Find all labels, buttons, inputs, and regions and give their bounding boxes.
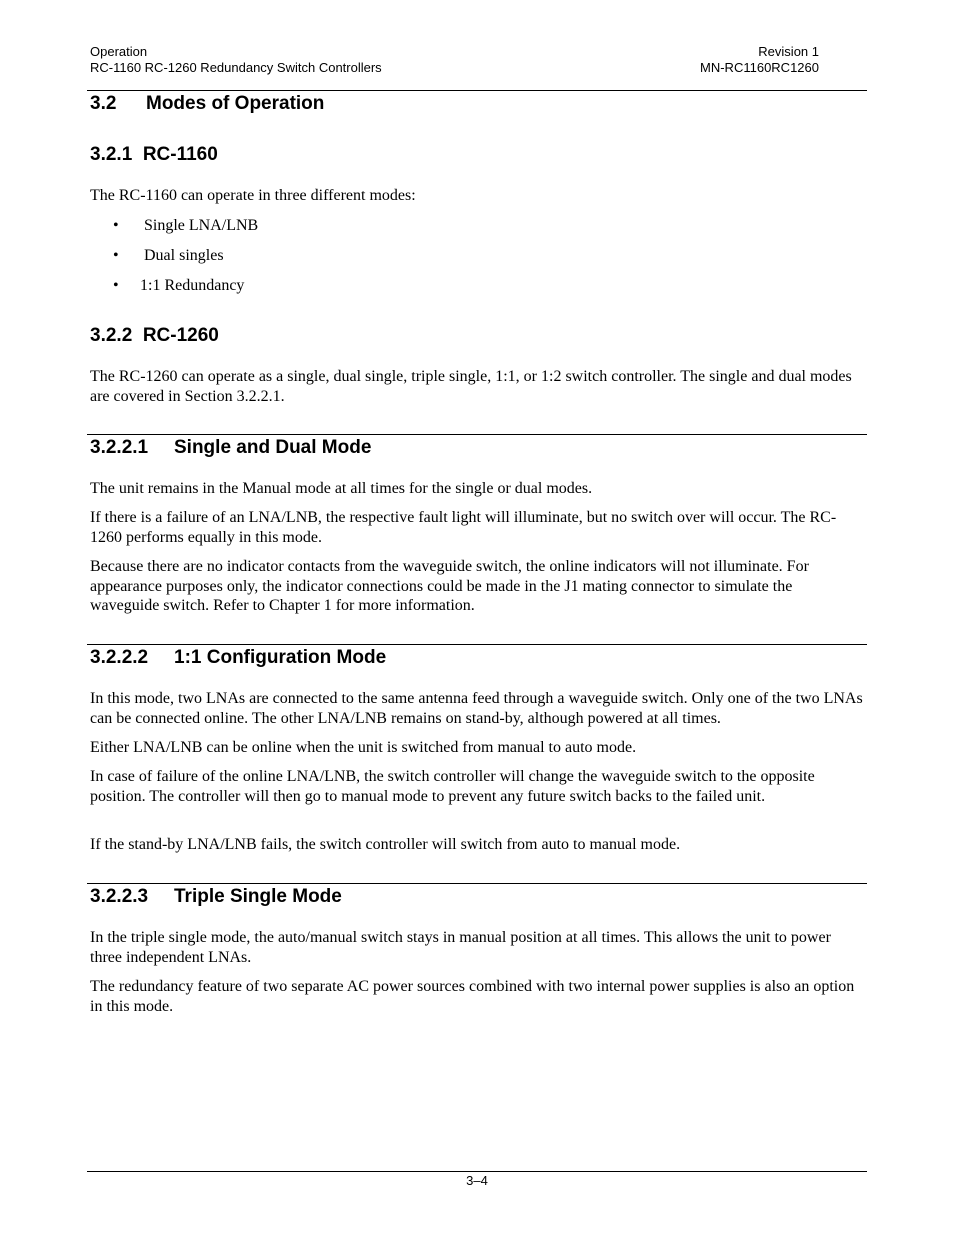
section-title: RC-1160: [142, 144, 218, 165]
paragraph: If there is a failure of an LNA/LNB, the respective fault light will illuminate, but no switch over will occur. The RC-1260 performs equally in this mode.: [90, 509, 837, 546]
section-number: 3.2.2.2: [90, 647, 149, 668]
paragraph: In case of failure of the online LNA/LNB, the switch controller will change the waveguide switch to the opposite position. The controller will then go to manual mode to prevent any future switch backs to the failed unit.: [90, 768, 815, 805]
list-item-text: Single LNA/LNB: [144, 217, 259, 234]
list-item-text: Dual singles: [144, 247, 224, 264]
section-heading-3-2: [90, 93, 324, 115]
page-number: 3–4: [466, 1173, 488, 1188]
section-rule: [87, 434, 867, 435]
section-heading-3-2-1: [90, 144, 218, 166]
section-title: Triple Single Mode: [174, 886, 342, 907]
section-number: 3.2.2.3: [90, 886, 149, 907]
header-right: [700, 44, 819, 76]
mode-list: [113, 216, 813, 306]
list-item-text: 1:1 Redundancy: [140, 277, 245, 294]
list-item: [113, 216, 813, 246]
section-heading-3-2-2-1: [90, 437, 371, 459]
footer-rule: [87, 1171, 867, 1172]
header-rule: [87, 90, 867, 91]
bullet-icon: •: [113, 277, 119, 294]
section-title: Single and Dual Mode: [174, 437, 372, 458]
paragraph: Either LNA/LNB can be online when the unit is switched from manual to auto mode.: [90, 739, 637, 756]
paragraph: In this mode, two LNAs are connected to the same antenna feed through a waveguide switch. Only one of the two LNAs can be connected online. The other LNA/LNB remains on stand-by, although powered at all times.: [90, 690, 863, 727]
section-heading-3-2-2-3: [90, 886, 342, 908]
section-number: 3.2.2: [90, 325, 133, 346]
paragraph: Because there are no indicator contacts from the waveguide switch, the online indicators will not illuminate. For appearance purposes only, the indicator connections could be made in the J1 mating connector to simulate the waveguide switch. Refer to Chapter 1 for more information.: [90, 558, 809, 614]
section-heading-3-2-2-2: [90, 647, 386, 669]
section-title: Modes of Operation: [146, 93, 325, 114]
list-item: [113, 276, 813, 306]
header-chapter: Operation: [90, 44, 148, 59]
header-revision: Revision 1: [758, 44, 819, 59]
section-rule: [87, 644, 867, 645]
paragraph: The unit remains in the Manual mode at all times for the single or dual modes.: [90, 480, 593, 497]
section-number: 3.2: [90, 93, 117, 114]
paragraph: The RC-1160 can operate in three different modes:: [90, 187, 416, 204]
header-product: RC-1160 RC-1260 Redundancy Switch Controllers: [90, 60, 382, 75]
paragraph: In the triple single mode, the auto/manual switch stays in manual position at all times. This allows the unit to power three independent LNAs.: [90, 929, 831, 966]
bullet-icon: •: [113, 247, 119, 264]
section-number: 3.2.1: [90, 144, 133, 165]
paragraph: The RC-1260 can operate as a single, dual single, triple single, 1:1, or 1:2 switch controller. The single and dual modes are covered in Section 3.2.2.1.: [90, 368, 852, 405]
section-title: RC-1260: [142, 325, 219, 346]
section-number: 3.2.2.1: [90, 437, 149, 458]
paragraph: The redundancy feature of two separate AC power sources combined with two internal power supplies is also an option in this mode.: [90, 978, 855, 1015]
paragraph: If the stand-by LNA/LNB fails, the switch controller will switch from auto to manual mode.: [90, 836, 681, 853]
list-item: [113, 246, 813, 276]
header-left: [90, 44, 382, 76]
bullet-icon: •: [113, 217, 119, 234]
section-title: 1:1 Configuration Mode: [174, 647, 387, 668]
header-doc-number: MN-RC1160RC1260: [700, 60, 819, 75]
section-heading-3-2-2: [90, 325, 219, 347]
section-rule: [87, 883, 867, 884]
